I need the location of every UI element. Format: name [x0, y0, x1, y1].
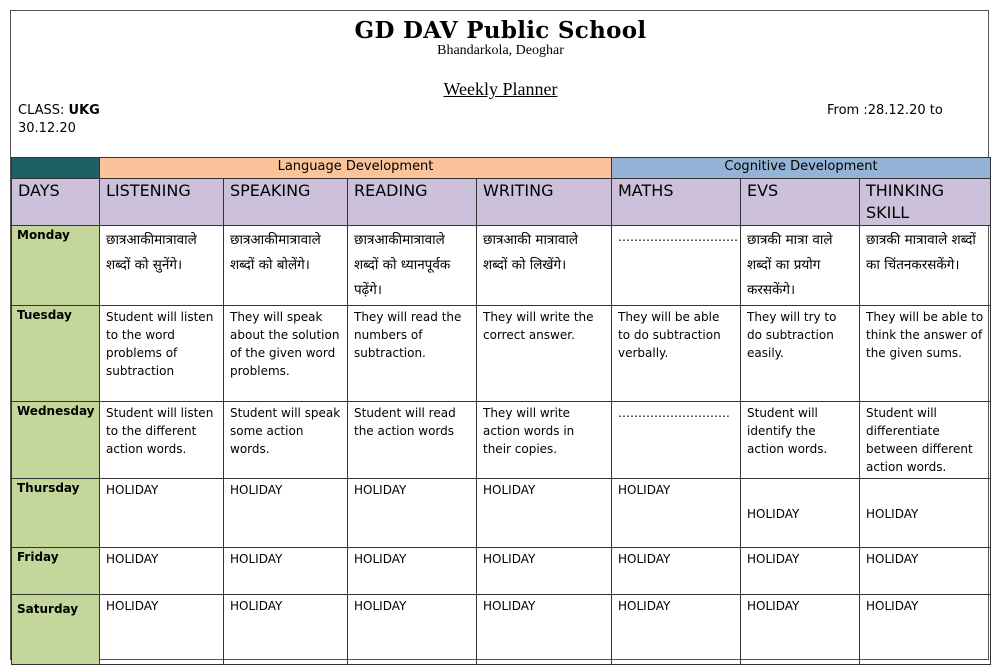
cell-thinking-skill: HOLIDAY [860, 595, 991, 665]
cell-listening: HOLIDAY [100, 548, 224, 595]
cell-evs: HOLIDAY [741, 548, 860, 595]
cell-reading: छात्रआकीमात्रावाले शब्दों को ध्यानपूर्वक पढ़ेंगे। [348, 226, 477, 306]
cell-listening: Student will listen to the word problems of subtraction [100, 306, 224, 402]
table-row-thursday [12, 479, 991, 548]
group-cognitive-development: Cognitive Development [612, 158, 991, 179]
planner-title-text: Weekly Planner [443, 79, 558, 99]
school-name: GD DAV Public School [354, 17, 647, 44]
cell-writing: They will write action words in their copies. [477, 402, 612, 479]
table-row-friday [12, 548, 991, 595]
table-row-tuesday [12, 306, 991, 402]
table-row-wednesday [12, 402, 991, 479]
cell-writing: They will write the correct answer. [477, 306, 612, 402]
day-label: Wednesday [12, 402, 100, 479]
cell-speaking: छात्रआकीमात्रावाले शब्दों को बोलेंगे। [224, 226, 348, 306]
cell-writing: छात्रआकी मात्रावाले शब्दों को लिखेंगे। [477, 226, 612, 306]
day-label: Tuesday [12, 306, 100, 402]
cell-maths: HOLIDAY [612, 479, 741, 548]
group-corner [12, 158, 100, 179]
cell-thinking-skill: HOLIDAY [860, 548, 991, 595]
header-maths: MATHS [612, 179, 741, 226]
date-from: From :28.12.20 to [827, 103, 943, 118]
cell-speaking: Student will speak some action words. [224, 402, 348, 479]
cell-reading: HOLIDAY [348, 479, 477, 548]
cell-maths: HOLIDAY [612, 548, 741, 595]
cell-thinking-skill: HOLIDAY [860, 479, 991, 548]
school-address: Bhandarkola, Deoghar [437, 43, 564, 58]
cell-evs: Student will identify the action words. [741, 402, 860, 479]
table-row-saturday [12, 595, 991, 665]
cell-speaking: HOLIDAY [224, 595, 348, 665]
cell-thinking-skill: They will be able to think the answer of the given sums. [860, 306, 991, 402]
cell-writing: HOLIDAY [477, 479, 612, 548]
cell-listening: HOLIDAY [100, 595, 224, 665]
cell-thinking-skill: छात्रकी मात्रावाले शब्दों का चिंतनकरसकेंगे। [860, 226, 991, 306]
cell-evs: छात्रकी मात्रा वाले शब्दों का प्रयोग करसकेंगे। [741, 226, 860, 306]
header-speaking: SPEAKING [224, 179, 348, 226]
header-thinking-skill: THINKING SKILL [860, 179, 991, 226]
cell-reading: Student will read the action words [348, 402, 477, 479]
header-row [12, 179, 991, 226]
cell-maths: HOLIDAY [612, 595, 741, 665]
cell-maths: They will be able to do subtraction verbally. [612, 306, 741, 402]
cell-reading: HOLIDAY [348, 548, 477, 595]
cell-speaking: HOLIDAY [224, 548, 348, 595]
cell-listening: HOLIDAY [100, 479, 224, 548]
cell-speaking: HOLIDAY [224, 479, 348, 548]
header-days: DAYS [12, 179, 100, 226]
cell-writing: HOLIDAY [477, 595, 612, 665]
day-label: Saturday [12, 595, 100, 665]
group-language-development: Language Development [100, 158, 612, 179]
cell-listening: छात्रआकीमात्रावाले शब्दों को सुनेंगे। [100, 226, 224, 306]
table-row-monday [12, 226, 991, 306]
class-line [18, 103, 100, 118]
class-label: CLASS: [18, 103, 69, 118]
cell-evs: HOLIDAY [741, 479, 860, 548]
cell-speaking: They will speak about the solution of the given word problems. [224, 306, 348, 402]
header-writing: WRITING [477, 179, 612, 226]
cell-writing: HOLIDAY [477, 548, 612, 595]
planner-table [11, 157, 991, 665]
cell-maths: ………………………… [612, 226, 741, 306]
group-row [12, 158, 991, 179]
day-label: Monday [12, 226, 100, 306]
planner-page [10, 10, 989, 660]
cell-thinking-skill: Student will differentiate between different action words. [860, 402, 991, 479]
day-label: Thursday [12, 479, 100, 548]
header-listening: LISTENING [100, 179, 224, 226]
cell-reading: HOLIDAY [348, 595, 477, 665]
planner-title [11, 79, 990, 100]
header-reading: READING [348, 179, 477, 226]
cell-evs: HOLIDAY [741, 595, 860, 665]
cell-maths: ………………………. [612, 402, 741, 479]
date-to: 30.12.20 [18, 121, 76, 136]
day-label: Friday [12, 548, 100, 595]
cell-listening: Student will listen to the different action words. [100, 402, 224, 479]
cell-reading: They will read the numbers of subtraction. [348, 306, 477, 402]
class-value: UKG [68, 103, 100, 118]
header-evs: EVS [741, 179, 860, 226]
cell-evs: They will try to do subtraction easily. [741, 306, 860, 402]
